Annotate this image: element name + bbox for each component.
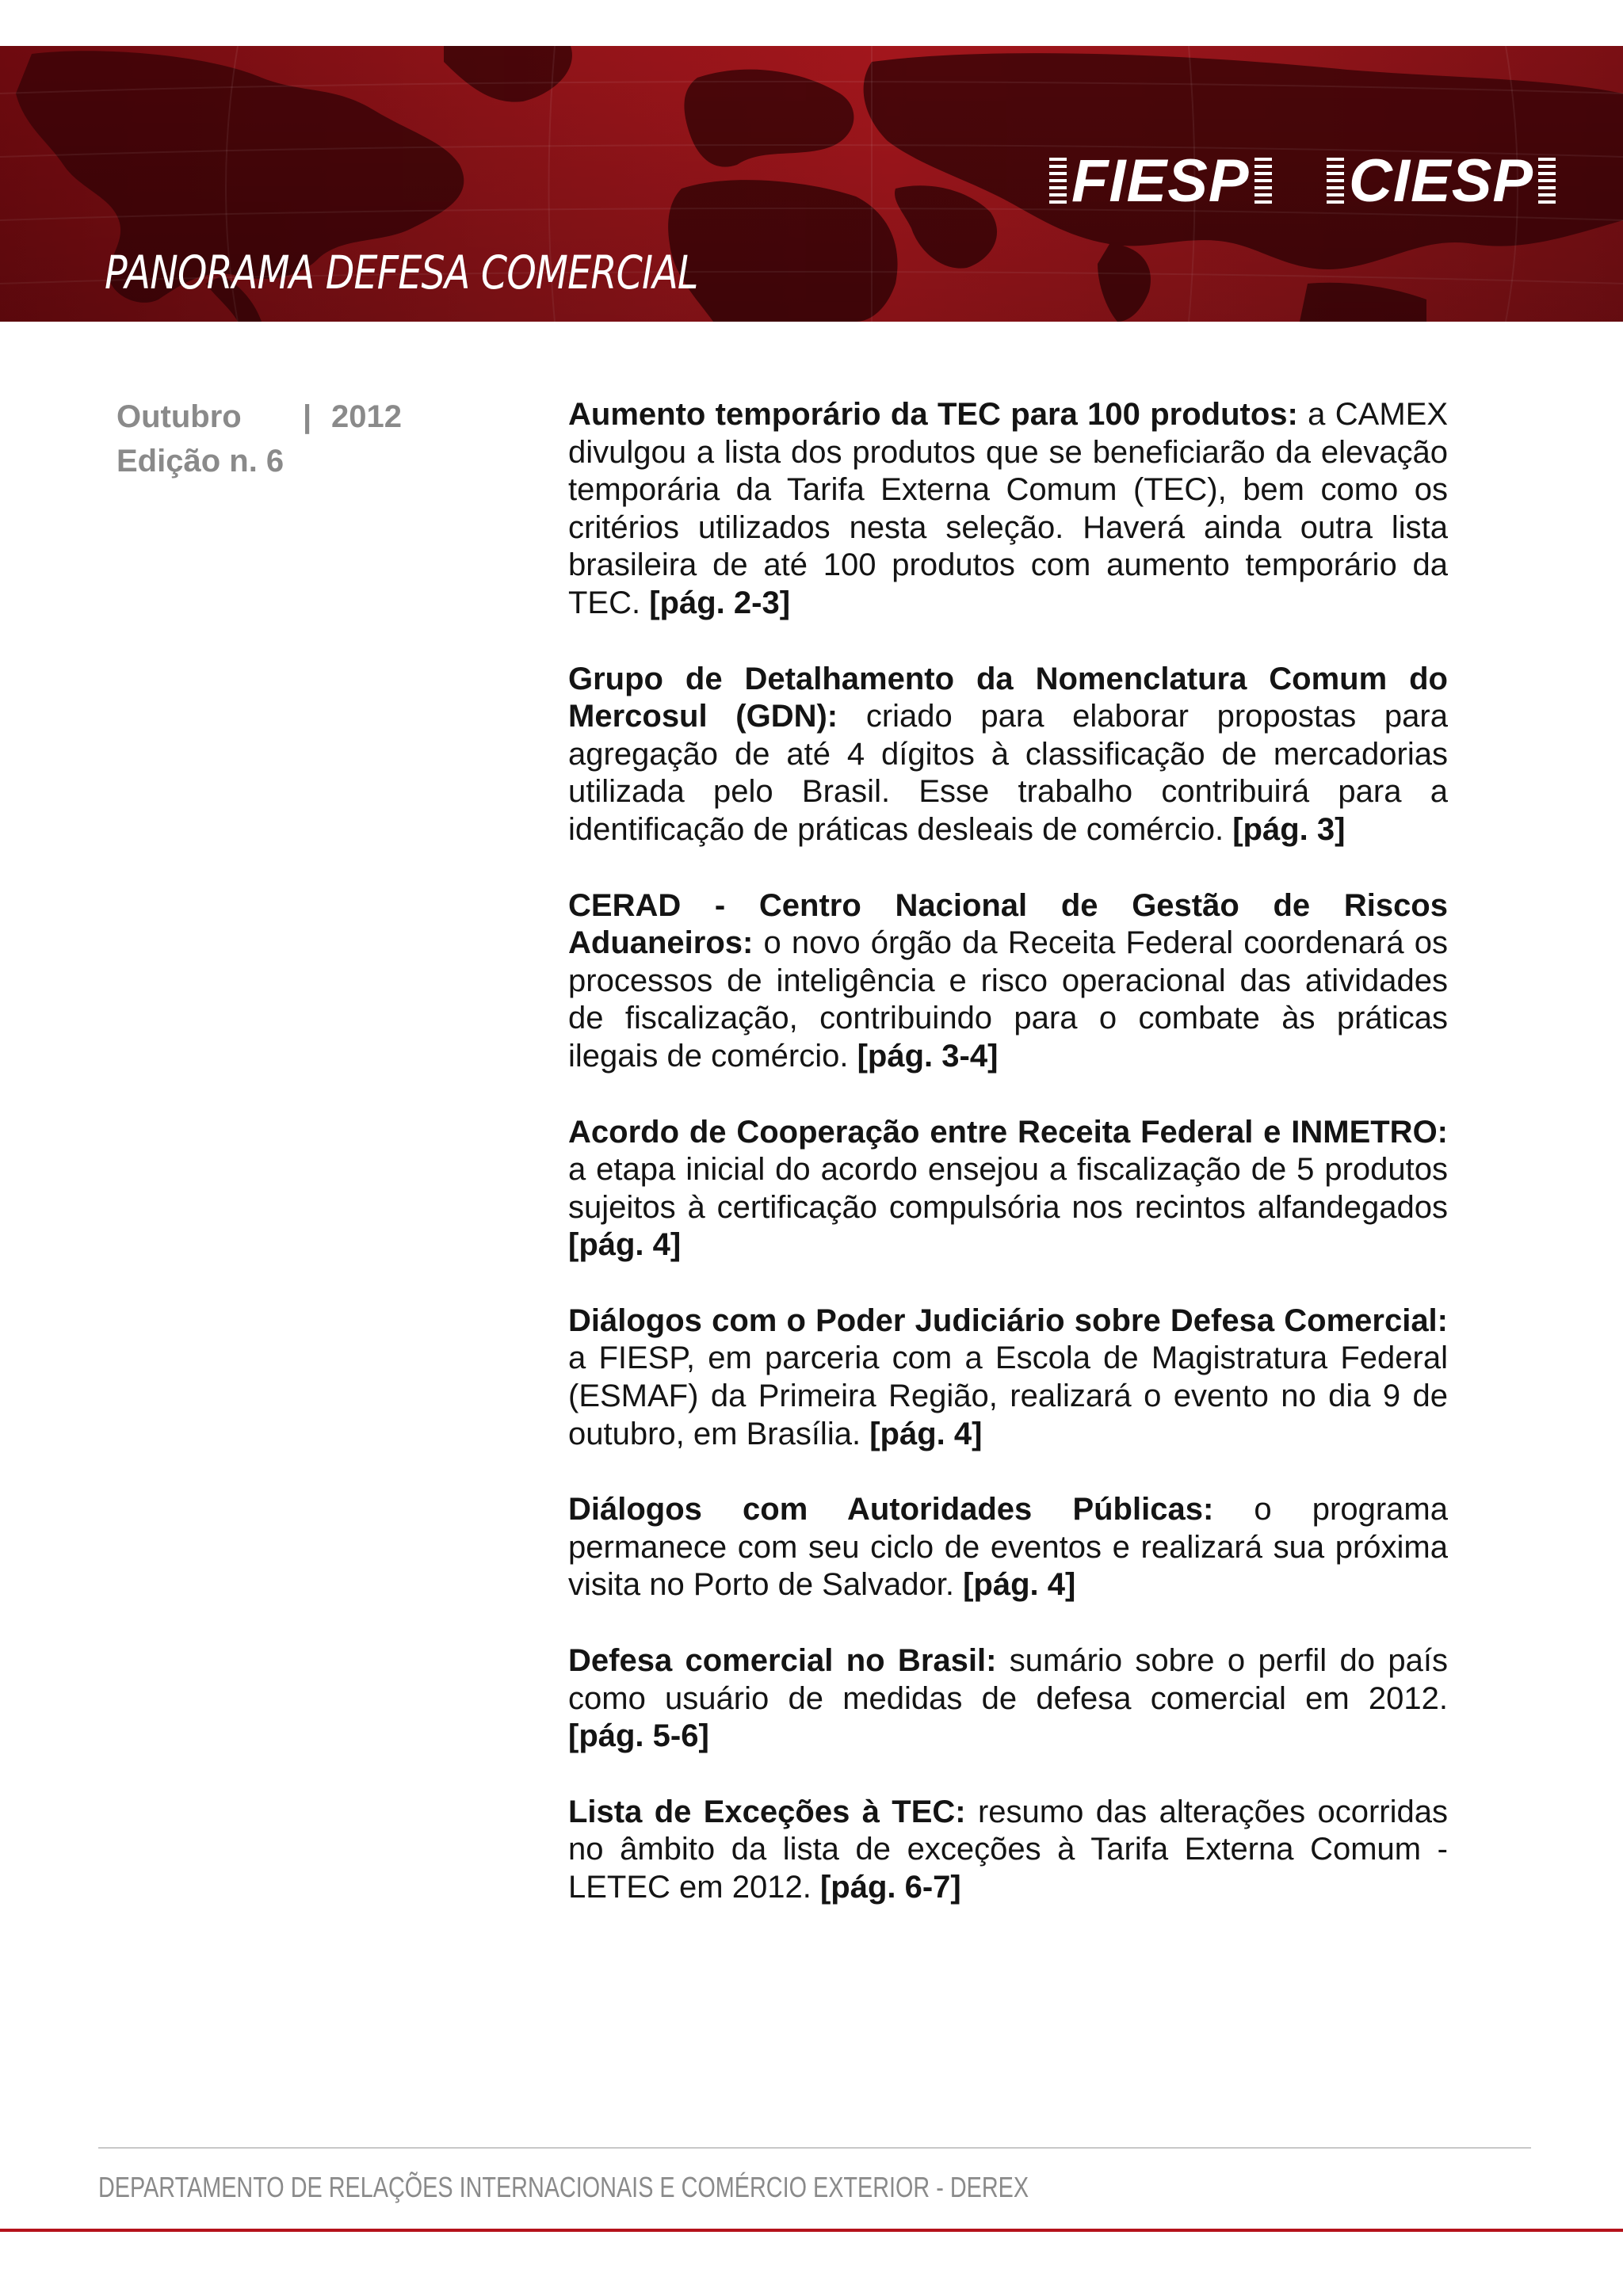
month: Outubro xyxy=(116,399,242,434)
article-body: a CAMEX divulgou a lista dos produtos que se beneficiarão da elevação temporária da Tarifa Externa Comum (TEC), bem como os critérios utilizados nesta seleção. Haverá ainda outra lista brasileira de até 100 produtos com aumento temporário da TEC. xyxy=(568,397,1448,620)
article-body: sumário sobre o perfil do país como usuário de medidas de defesa comercial em 2012. xyxy=(568,1643,1449,1716)
date-separator: | xyxy=(303,399,312,434)
footer-red-rule xyxy=(0,2229,1623,2232)
edition-meta xyxy=(116,395,402,483)
article-item xyxy=(568,396,1448,623)
header-banner xyxy=(0,46,1623,322)
ciesp-logo xyxy=(1322,147,1560,215)
article-page-ref: [pág. 2-3] xyxy=(649,585,791,620)
article-title: Diálogos com o Poder Judiciário sobre Defesa Comercial: xyxy=(568,1302,1448,1338)
fiesp-logo-text: FIESP xyxy=(1071,147,1250,215)
article-item xyxy=(568,1114,1448,1264)
article-title: Defesa comercial no Brasil: xyxy=(568,1643,997,1679)
logo-stripes-icon xyxy=(1254,158,1272,204)
article-body: a etapa inicial do acordo ensejou a fiscalização de 5 produtos sujeitos à certificação compulsória nos recintos alfandegados xyxy=(568,1152,1448,1225)
article-body: o programa permanece com seu ciclo de eventos e realizará sua próxima visita no Porto de Salvador. xyxy=(568,1492,1448,1603)
article-title: Diálogos com Autoridades Públicas: xyxy=(568,1492,1214,1527)
edition-number: Edição n. 6 xyxy=(116,444,285,479)
article-body: o novo órgão da Receita Federal coordenará os processos de inteligência e risco operacional das atividades de fiscalização, contribuindo para o combate às práticas ilegais de comércio. xyxy=(568,925,1448,1074)
article-title: Grupo de Detalhamento da Nomenclatura Comum do Mercosul (GDN): xyxy=(568,661,1448,734)
article-list xyxy=(568,396,1448,1945)
article-page-ref: [pág. 4] xyxy=(568,1227,682,1263)
article-item xyxy=(568,1491,1448,1604)
article-title: Aumento temporário da TEC para 100 produtos: xyxy=(568,397,1298,432)
page-title: PANORAMA DEFESA COMERCIAL xyxy=(105,246,698,299)
logo-stripes-icon xyxy=(1538,158,1556,204)
article-item xyxy=(568,1302,1448,1453)
article-title: Acordo de Cooperação entre Receita Federal e INMETRO: xyxy=(568,1114,1448,1150)
article-item xyxy=(568,1794,1448,1907)
article-page-ref: [pág. 6-7] xyxy=(819,1870,961,1905)
article-item xyxy=(568,1642,1448,1756)
ciesp-logo-text: CIESP xyxy=(1349,147,1534,215)
logo-stripes-icon xyxy=(1327,158,1344,204)
article-item xyxy=(568,887,1448,1076)
article-page-ref: [pág. 3-4] xyxy=(857,1038,999,1074)
article-page-ref: [pág. 4] xyxy=(963,1567,1076,1603)
article-body: criado para elaborar propostas para agregação de até 4 dígitos à classificação de mercadorias utilizada pelo Brasil. Esse trabalho contribuirá para a identificação de práticas desleais de comércio. xyxy=(568,699,1448,847)
article-page-ref: [pág. 5-6] xyxy=(568,1718,709,1754)
article-page-ref: [pág. 3] xyxy=(1232,811,1346,847)
article-body: a FIESP, em parceria com a Escola de Magistratura Federal (ESMAF) da Primeira Região, realizará o evento no dia 9 de outubro, em Brasília. xyxy=(568,1341,1448,1451)
logo-stripes-icon xyxy=(1049,158,1067,204)
fiesp-logo xyxy=(1044,147,1277,215)
article-item xyxy=(568,661,1448,849)
article-title: Lista de Exceções à TEC: xyxy=(568,1794,966,1829)
article-title: CERAD - Centro Nacional de Gestão de Riscos Aduaneiros: xyxy=(568,887,1448,961)
footer-department: DEPARTAMENTO DE RELAÇÕES INTERNACIONAIS E COMÉRCIO EXTERIOR - DEREX xyxy=(98,2171,1029,2203)
article-page-ref: [pág. 4] xyxy=(869,1416,983,1451)
date-line xyxy=(116,395,402,439)
article-body: resumo das alterações ocorridas no âmbito da lista de exceções à Tarifa Externa Comum - LETEC em 2012. xyxy=(568,1794,1448,1905)
year: 2012 xyxy=(331,399,402,434)
footer-divider xyxy=(98,2147,1531,2149)
